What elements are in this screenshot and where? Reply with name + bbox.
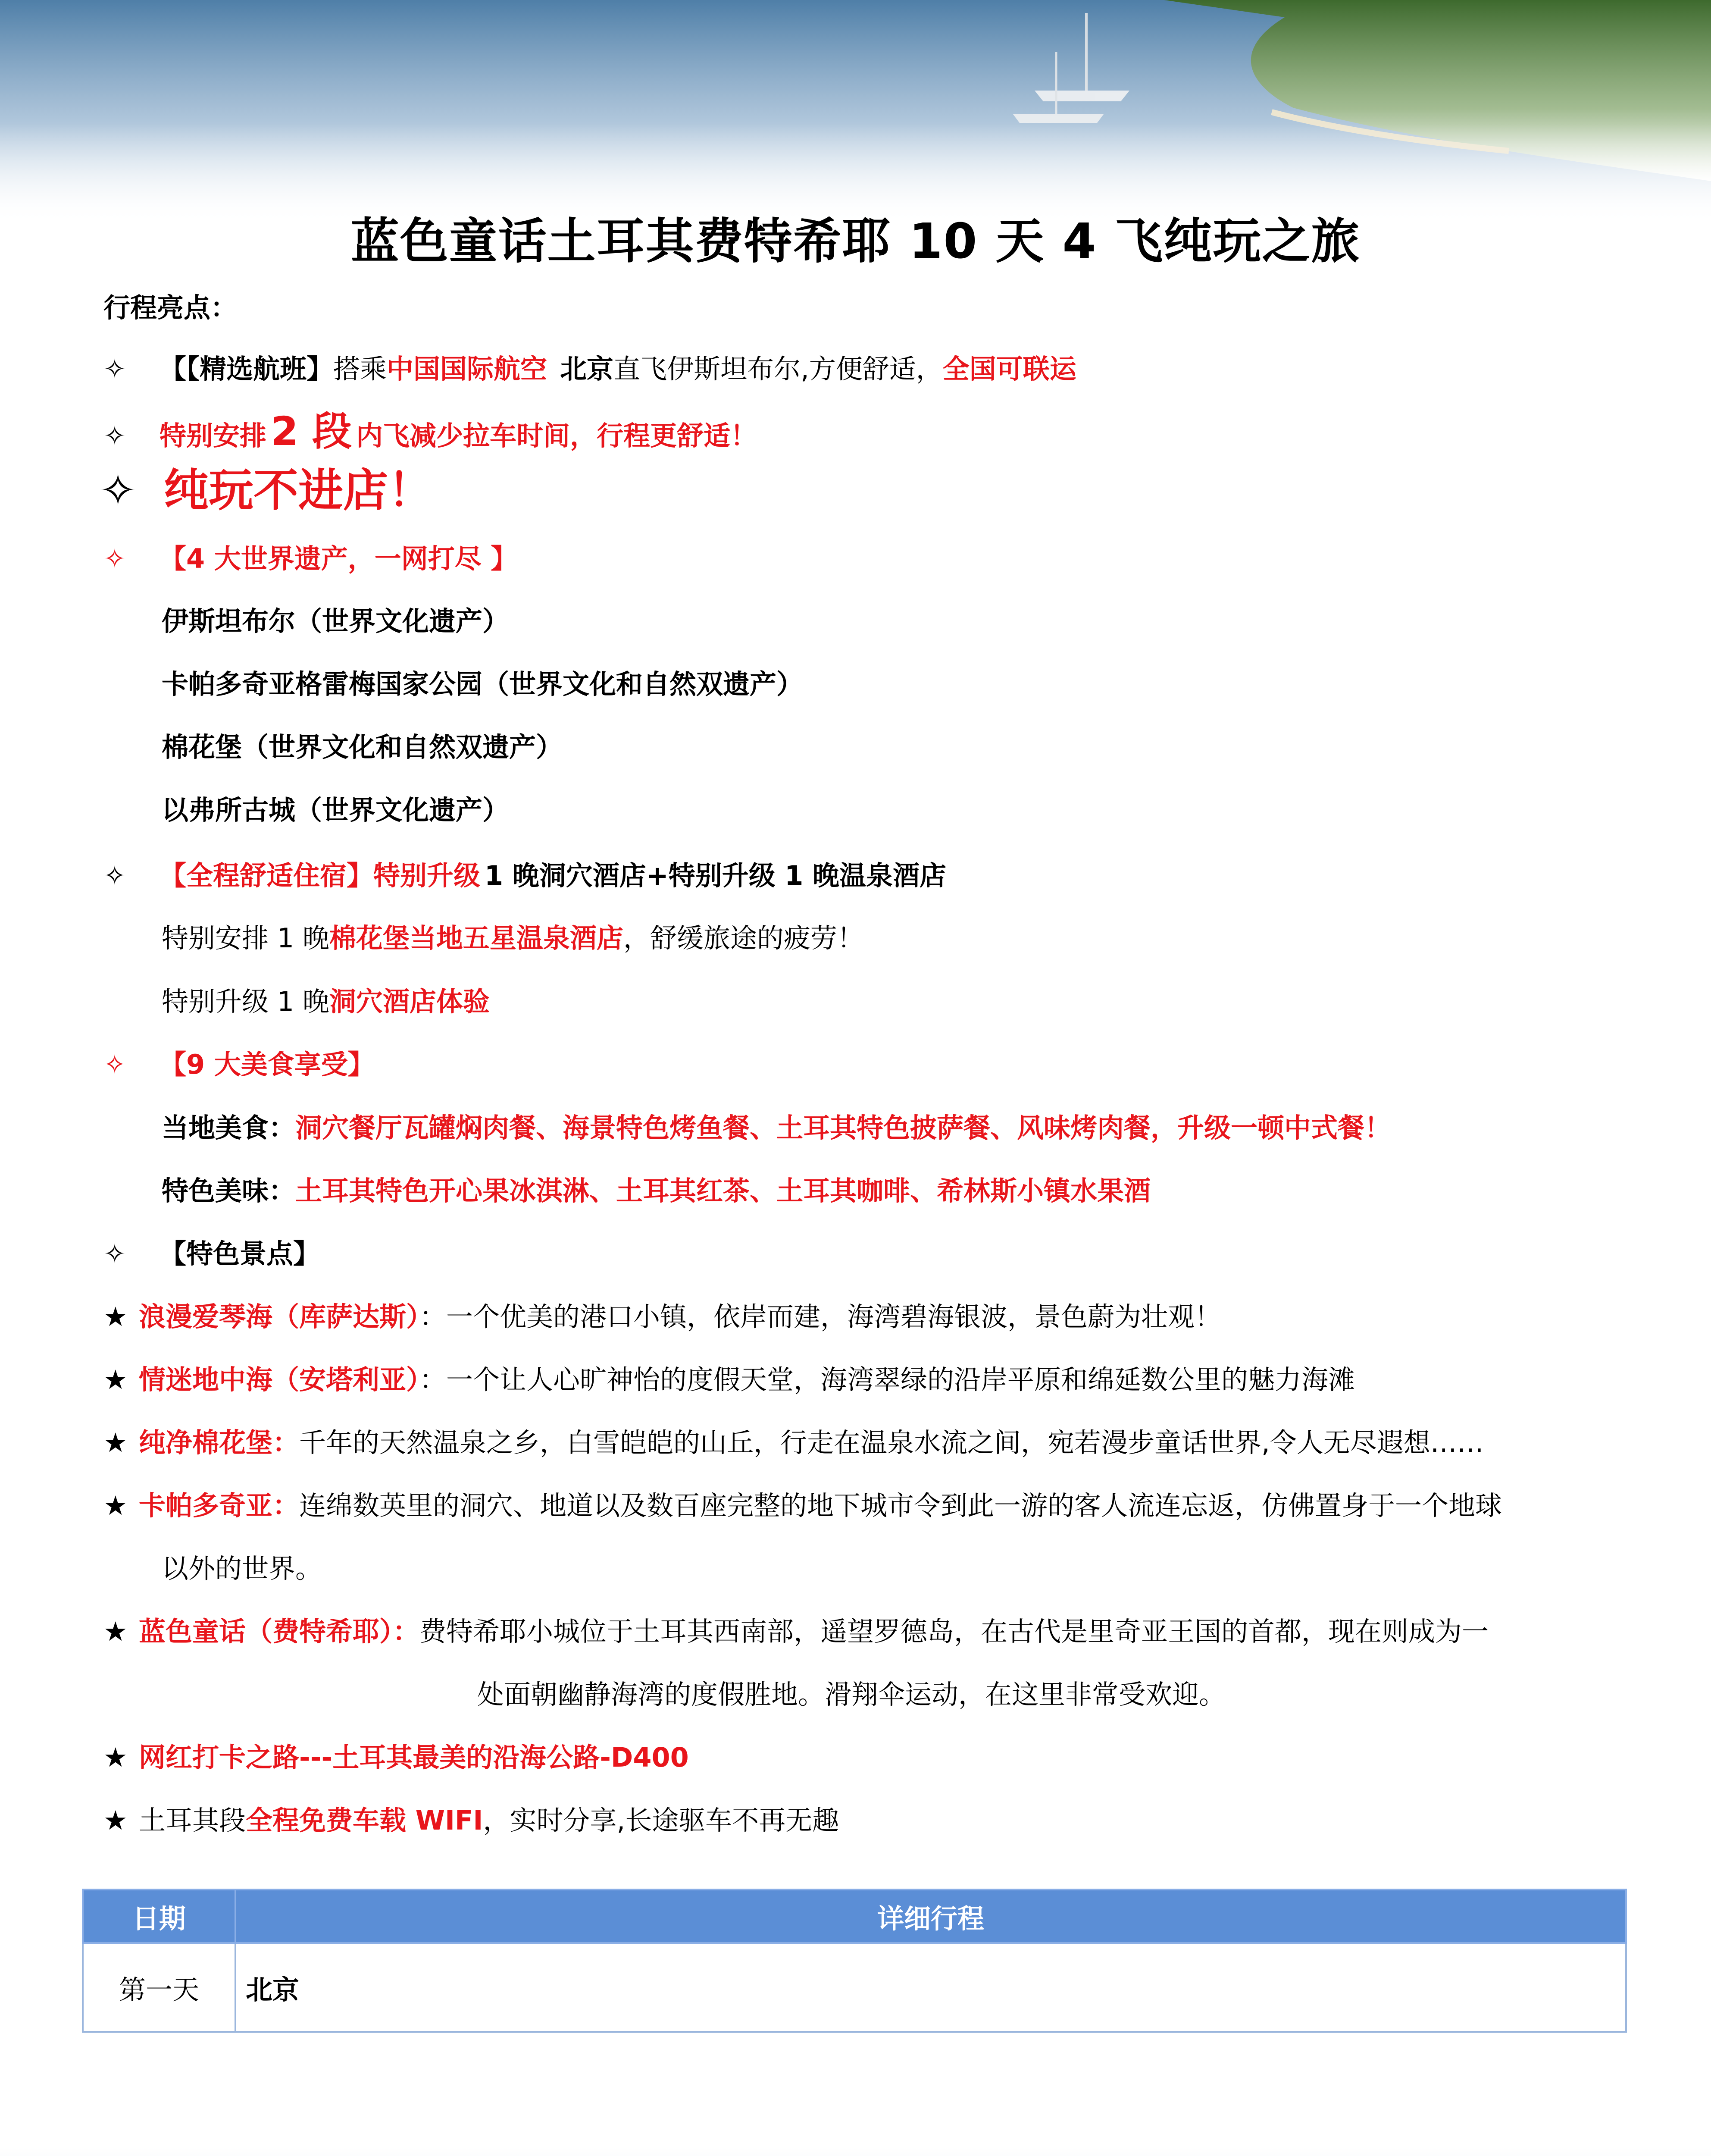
sparkle-icon: ✧	[103, 1049, 126, 1080]
heritage-item: 卡帕多奇亚格雷梅国家公园（世界文化和自然双遗产）	[162, 668, 804, 700]
highlights-heading: 行程亮点：	[103, 292, 238, 323]
spot-item: ★ 情迷地中海（安塔利亚）：一个让人心旷神怡的度假天堂，海湾翠绿的沿岸平原和绵延数公里的魅力海滩	[103, 1364, 1355, 1395]
highlight-domestic-flights: ✧ 特别安排 2 段 内飞减少拉车时间，行程更舒适！	[103, 408, 757, 454]
highlight-world-heritage: ✧ 【4 大世界遗产，一网打尽 】	[103, 543, 518, 574]
spot-item-continued: 处面朝幽静海湾的度假胜地。滑翔伞运动，在这里非常受欢迎。	[477, 1679, 1226, 1710]
spot-item: ★ 土耳其段全程免费车载 WIFI，实时分享,长途驱车不再无趣	[103, 1805, 839, 1836]
highlight-food: ✧ 【9 大美食享受】	[103, 1049, 375, 1080]
sparkle-icon: ✧	[103, 420, 126, 451]
detail-cell: 北京	[235, 1943, 1626, 2032]
table-header-row	[83, 1890, 1626, 1943]
spot-item: ★ 蓝色童话（费特希耶）：费特希耶小城位于土耳其西南部，遥望罗德岛，在古代是里奇亚王国的首都，现在则成为一	[103, 1616, 1489, 1647]
day-cell: 第一天	[83, 1943, 235, 2032]
star-icon: ★	[103, 1490, 128, 1521]
heritage-item: 棉花堡（世界文化和自然双遗产）	[162, 731, 563, 763]
hotel-hot-spring: 特别安排 1 晚棉花堡当地五星温泉酒店，舒缓旅途的疲劳！	[162, 922, 864, 954]
heritage-item: 伊斯坦布尔（世界文化遗产）	[162, 605, 510, 637]
highlight-attractions: ✧ 【特色景点】	[103, 1238, 320, 1269]
highlight-flight: ✧ 【【精选航班】搭乘中国国际航空 北京直飞伊斯坦布尔,方便舒适，全国可联运	[103, 353, 1076, 385]
spot-item: ★ 网红打卡之路---土耳其最美的沿海公路-D400	[103, 1742, 689, 1773]
spot-item: ★ 纯净棉花堡：千年的天然温泉之乡，白雪皑皑的山丘，行走在温泉水流之间，宛若漫步童话世界,令人无尽遐想……	[103, 1427, 1484, 1458]
spot-item-continued: 以外的世界。	[162, 1553, 322, 1584]
spot-item: ★ 浪漫爱琴海（库萨达斯）：一个优美的港口小镇，依岸而建，海湾碧海银波，景色蔚为壮观！	[103, 1301, 1222, 1332]
page-title: 蓝色童话土耳其费特希耶 10 天 4 飞纯玩之旅	[350, 213, 1361, 270]
star-icon: ★	[103, 1301, 128, 1332]
table-row	[83, 1943, 1626, 2032]
heritage-item: 以弗所古城（世界文化遗产）	[162, 794, 510, 826]
food-local: 当地美食：洞穴餐厅瓦罐焖肉餐、海景特色烤鱼餐、土耳其特色披萨餐、风味烤肉餐，升级一顿中式餐！	[162, 1112, 1392, 1144]
itinerary-table	[82, 1889, 1627, 2033]
top-sea-photo	[0, 0, 1711, 224]
bottom-harbor-photo	[0, 2147, 1711, 2156]
highlight-accommodation: ✧ 【全程舒适住宿】特别升级 1 晚洞穴酒店+特别升级 1 晚温泉酒店	[103, 860, 946, 891]
highlight-no-shopping: ✧ 纯玩不进店！	[99, 464, 433, 517]
sparkle-icon: ✧	[99, 464, 137, 517]
spot-item: ★ 卡帕多奇亚：连绵数英里的洞穴、地道以及数百座完整的地下城市令到此一游的客人流连忘返，仿佛置身于一个地球	[103, 1490, 1502, 1521]
hotel-cave: 特别升级 1 晚洞穴酒店体验	[162, 986, 490, 1017]
star-icon: ★	[103, 1742, 128, 1773]
star-icon: ★	[103, 1616, 128, 1647]
sparkle-icon: ✧	[103, 1238, 126, 1269]
star-icon: ★	[103, 1427, 128, 1458]
food-special: 特色美味：土耳其特色开心果冰淇淋、土耳其红茶、土耳其咖啡、希林斯小镇水果酒	[162, 1175, 1151, 1206]
sparkle-icon: ✧	[103, 543, 126, 574]
column-header-detail: 详细行程	[235, 1890, 1626, 1943]
star-icon: ★	[103, 1364, 128, 1395]
column-header-date: 日期	[83, 1890, 235, 1943]
sparkle-icon: ✧	[103, 353, 126, 385]
star-icon: ★	[103, 1805, 128, 1836]
sparkle-icon: ✧	[103, 860, 126, 891]
